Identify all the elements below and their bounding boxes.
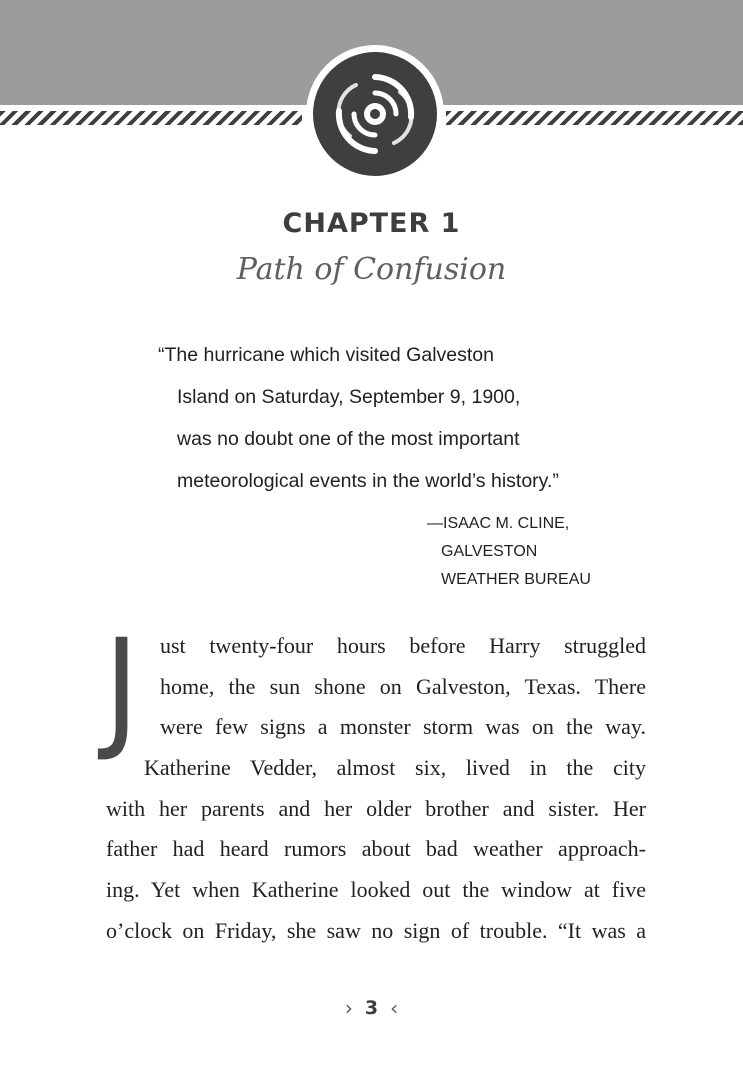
epigraph-quote bbox=[158, 338, 628, 506]
body-line: ing. Yet when Katherine looked out the window at five bbox=[106, 877, 646, 903]
body-line: o’clock on Friday, she saw no sign of trouble. “It was a bbox=[106, 917, 646, 943]
stripe-rule-left bbox=[0, 111, 302, 125]
body-line: Katherine Vedder, almost six, lived in the city bbox=[144, 755, 646, 781]
epigraph-line: Island on Saturday, September 9, 1900, bbox=[177, 386, 521, 408]
body-line: with her parents and her older brother and sister. Her bbox=[106, 795, 646, 821]
body-text bbox=[106, 626, 646, 952]
epigraph-line: meteorological events in the world’s history.” bbox=[177, 470, 559, 492]
attribution-line: —ISAAC M. CLINE, bbox=[427, 515, 570, 532]
chapter-emblem bbox=[306, 45, 444, 183]
chevron-left-icon: ‹ bbox=[390, 996, 399, 1020]
page-number: 3 bbox=[364, 997, 379, 1019]
body-line: ust twenty-four hours before Harry struggled bbox=[160, 633, 646, 658]
body-line: were few signs a monster storm was on the way. bbox=[160, 714, 646, 740]
epigraph-line: “The hurricane which visited Galveston bbox=[158, 344, 494, 366]
epigraph-line: was no doubt one of the most important bbox=[177, 428, 520, 450]
chevron-right-icon: › bbox=[344, 996, 353, 1020]
body-line: father had heard rumors about bad weather approach- bbox=[106, 836, 646, 862]
epigraph-attribution bbox=[427, 512, 591, 596]
attribution-line: WEATHER BUREAU bbox=[441, 571, 591, 588]
drop-cap: J bbox=[104, 611, 140, 765]
page-footer bbox=[0, 996, 743, 1020]
attribution-line: GALVESTON bbox=[441, 543, 538, 560]
body-line: home, the sun shone on Galveston, Texas. There bbox=[160, 673, 646, 699]
hurricane-icon bbox=[312, 51, 438, 177]
stripe-rule-right bbox=[446, 111, 743, 125]
chapter-number: CHAPTER 1 bbox=[282, 208, 461, 239]
chapter-title: Path of Confusion bbox=[236, 252, 507, 287]
